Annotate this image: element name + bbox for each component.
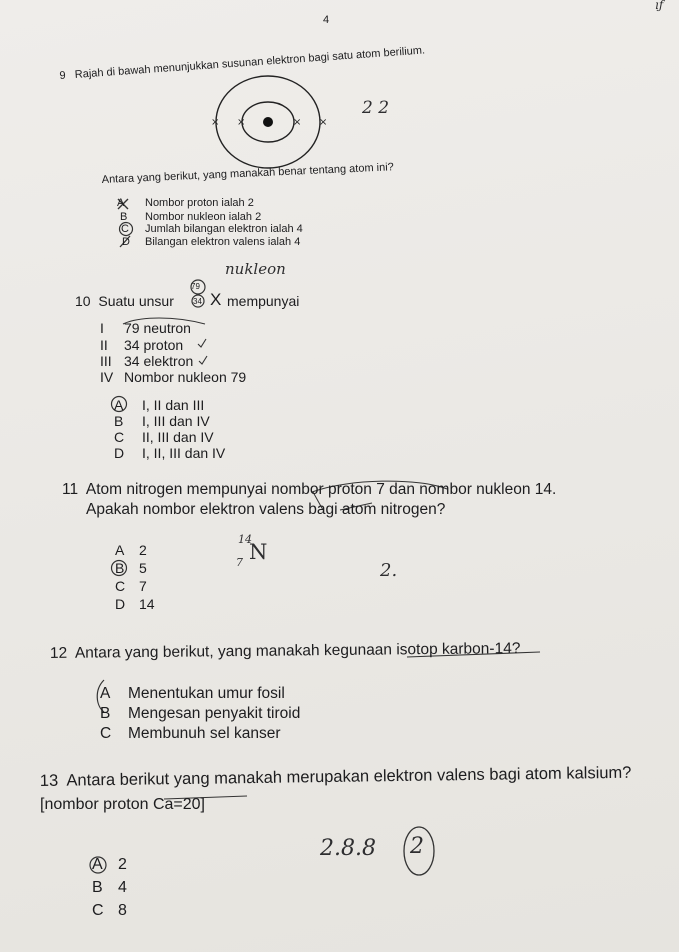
q10-statement-2 xyxy=(100,337,183,353)
q11-hand-mass: 14 xyxy=(238,533,252,546)
q13-hand-circled: 2 xyxy=(410,834,424,859)
q13-hand-config: 2.8.8 xyxy=(320,836,376,861)
option-text: 5 xyxy=(139,560,147,576)
q13-option-b xyxy=(92,879,127,897)
q10-mass-number: 79 xyxy=(191,282,200,291)
statement-text: 34 elektron xyxy=(124,353,194,369)
q11-line1: Atom nitrogen mempunyai nombor proton 7 dan nombor nukleon 14. xyxy=(85,481,557,498)
option-text: II, III dan IV xyxy=(142,429,214,445)
electron-marker: × xyxy=(237,117,246,128)
q11-option-a xyxy=(115,542,147,558)
option-letter: C xyxy=(114,429,125,445)
q10-text-before: Suatu unsur xyxy=(98,293,174,309)
option-letter: D xyxy=(114,445,125,461)
q10-option-b xyxy=(114,413,210,429)
option-letter: A xyxy=(117,197,125,209)
option-text: I, III dan IV xyxy=(142,413,210,429)
q11-number: 11 xyxy=(62,481,79,498)
q9-option-c xyxy=(121,223,303,235)
option-text: 2 xyxy=(118,856,127,873)
electron-marker: × xyxy=(293,117,302,128)
option-letter: C xyxy=(100,725,112,742)
option-text: Membunuh sel kanser xyxy=(128,725,281,742)
q11-option-d xyxy=(115,596,155,612)
q12-number: 12 xyxy=(49,644,68,663)
option-text: Nombor nukleon ialah 2 xyxy=(145,211,262,223)
q10-statement-4 xyxy=(100,369,246,385)
option-letter: B xyxy=(92,879,103,896)
q12-option-a xyxy=(100,685,285,703)
option-text: I, II dan III xyxy=(142,397,205,413)
option-text: 7 xyxy=(139,578,147,594)
statement-numeral: II xyxy=(100,337,108,353)
q12-option-c xyxy=(100,725,281,743)
q10-atomic-number: 34 xyxy=(193,297,202,306)
corner-mark: ıƒ xyxy=(655,0,664,12)
q10-text-after: mempunyai xyxy=(227,293,300,309)
q11-hand-atomic: 7 xyxy=(236,556,243,569)
option-text: Mengesan penyakit tiroid xyxy=(128,705,301,722)
q13-line1: Antara berikut yang manakah merupakan elektron valens bagi atom kalsium? xyxy=(66,763,632,790)
electron-marker: × xyxy=(211,117,220,128)
page-mark: 4 xyxy=(323,14,330,26)
tick-mark xyxy=(198,339,206,347)
statement-text: Nombor nukleon 79 xyxy=(124,369,247,385)
statement-text: 34 proton xyxy=(124,337,184,353)
q12-text: Antara yang berikut, yang manakah kegunaan isotop karbon-14? xyxy=(74,640,521,662)
q10-statement-3 xyxy=(100,353,193,369)
q9-handwritten-answer: 2 2 xyxy=(362,98,390,118)
option-letter: B xyxy=(100,705,111,722)
q9-question: Antara yang berikut, yang manakah benar tentang atom ini? xyxy=(101,161,395,186)
q10-symbol: X xyxy=(210,290,222,309)
option-letter: B xyxy=(115,560,125,576)
statement-numeral: IV xyxy=(100,369,114,385)
option-text: I, II, III dan IV xyxy=(142,445,226,461)
statement-numeral: III xyxy=(100,353,112,369)
option-letter: B xyxy=(114,413,124,429)
statement-numeral: I xyxy=(100,320,104,336)
option-letter: A xyxy=(115,542,125,558)
option-letter: A xyxy=(100,685,111,702)
q10-option-d xyxy=(114,445,225,461)
q9-option-d xyxy=(122,236,300,248)
q10-number: 10 xyxy=(75,293,91,309)
q10-statement-1 xyxy=(100,320,191,336)
option-letter: C xyxy=(121,223,129,235)
option-letter: B xyxy=(120,211,128,223)
q11-hand-answer: 2. xyxy=(380,560,398,581)
option-letter: A xyxy=(114,397,124,413)
option-text: 14 xyxy=(139,596,155,612)
q9-option-a xyxy=(117,197,254,209)
q12-option-b xyxy=(100,705,300,723)
q13-option-a xyxy=(92,856,127,874)
option-letter: A xyxy=(92,856,103,873)
q11-hand-symbol: N xyxy=(249,540,268,564)
tick-mark xyxy=(199,356,207,364)
q13-option-c xyxy=(92,902,127,920)
q11-line2: Apakah nombor elektron valens bagi atom nitrogen? xyxy=(86,501,446,518)
electron-marker: × xyxy=(319,117,328,128)
option-text: 4 xyxy=(118,879,127,896)
q10-handwritten-note: nukleon xyxy=(225,260,286,278)
option-text: 8 xyxy=(118,902,127,919)
option-text: 2 xyxy=(139,542,147,558)
q9-option-b xyxy=(120,211,261,223)
beryllium-atom-diagram xyxy=(211,76,327,168)
nucleus xyxy=(263,117,273,127)
option-text: Nombor proton ialah 2 xyxy=(145,197,254,209)
option-text: Bilangan elektron valens ialah 4 xyxy=(145,236,301,248)
q10-option-c xyxy=(114,429,214,445)
q11-stem xyxy=(62,481,556,499)
statement-text: 79 neutron xyxy=(124,320,191,336)
q9-number: 9 xyxy=(59,69,67,82)
q13-line2: [nombor proton Ca=20] xyxy=(40,796,205,813)
option-letter: C xyxy=(92,902,104,919)
q11-option-b xyxy=(115,560,147,576)
option-letter: D xyxy=(122,236,130,248)
q13-number: 13 xyxy=(39,771,59,791)
q10-option-a xyxy=(114,397,204,413)
option-text: Menentukan umur fosil xyxy=(128,685,285,702)
q9-text: Rajah di bawah menunjukkan susunan elektron bagi satu atom berilium. xyxy=(74,44,426,81)
option-letter: C xyxy=(115,578,126,594)
q11-option-c xyxy=(115,578,147,594)
option-text: Jumlah bilangan elektron ialah 4 xyxy=(145,223,303,235)
q10-stem xyxy=(75,293,174,309)
option-letter: D xyxy=(115,596,126,612)
